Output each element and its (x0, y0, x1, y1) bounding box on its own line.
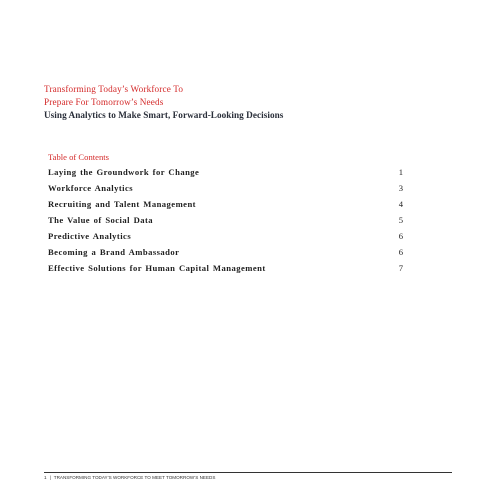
document-title-line-1: Transforming Today’s Workforce To (44, 84, 184, 94)
toc-entry-page: 7 (398, 263, 403, 273)
toc-entry[interactable] (48, 199, 403, 215)
document-title-line-2: Prepare For Tomorrow’s Needs (44, 97, 164, 107)
toc-entry[interactable] (48, 247, 403, 263)
document-subtitle: Using Analytics to Make Smart, Forward-Looking Decisions (44, 110, 284, 120)
toc-heading: Table of Contents (48, 152, 109, 162)
toc-entry-label: Workforce Analytics (48, 183, 134, 193)
page-footer (44, 472, 452, 481)
toc-entry-page: 1 (398, 167, 403, 177)
footer-text: TRANSFORMING TODAY’S WORKFORCE TO MEET TOMORROW’S NEEDS (53, 475, 216, 480)
footer-page-number: 1 (44, 475, 47, 480)
toc-entry-page: 6 (398, 247, 403, 257)
toc-entry-page: 4 (398, 199, 403, 209)
toc-entry-label: The Value of Social Data (48, 215, 154, 225)
toc-entry-page: 5 (398, 215, 403, 225)
title-block (44, 83, 464, 122)
toc-entry[interactable] (48, 231, 403, 247)
toc-entry[interactable] (48, 167, 403, 183)
toc-entry-label: Predictive Analytics (48, 231, 132, 241)
toc-entry[interactable] (48, 263, 403, 279)
toc-entry-page: 3 (398, 183, 403, 193)
footer-separator: | (49, 475, 51, 480)
toc-entry-label: Becoming a Brand Ambassador (48, 247, 180, 257)
toc-entry-label: Recruiting and Talent Management (48, 199, 196, 209)
toc-entry-page: 6 (398, 231, 403, 241)
toc-entry-label: Effective Solutions for Human Capital Management (48, 263, 266, 273)
toc-entry[interactable] (48, 215, 403, 231)
toc-entry[interactable] (48, 183, 403, 199)
table-of-contents (48, 151, 403, 279)
toc-entry-label: Laying the Groundwork for Change (48, 167, 200, 177)
